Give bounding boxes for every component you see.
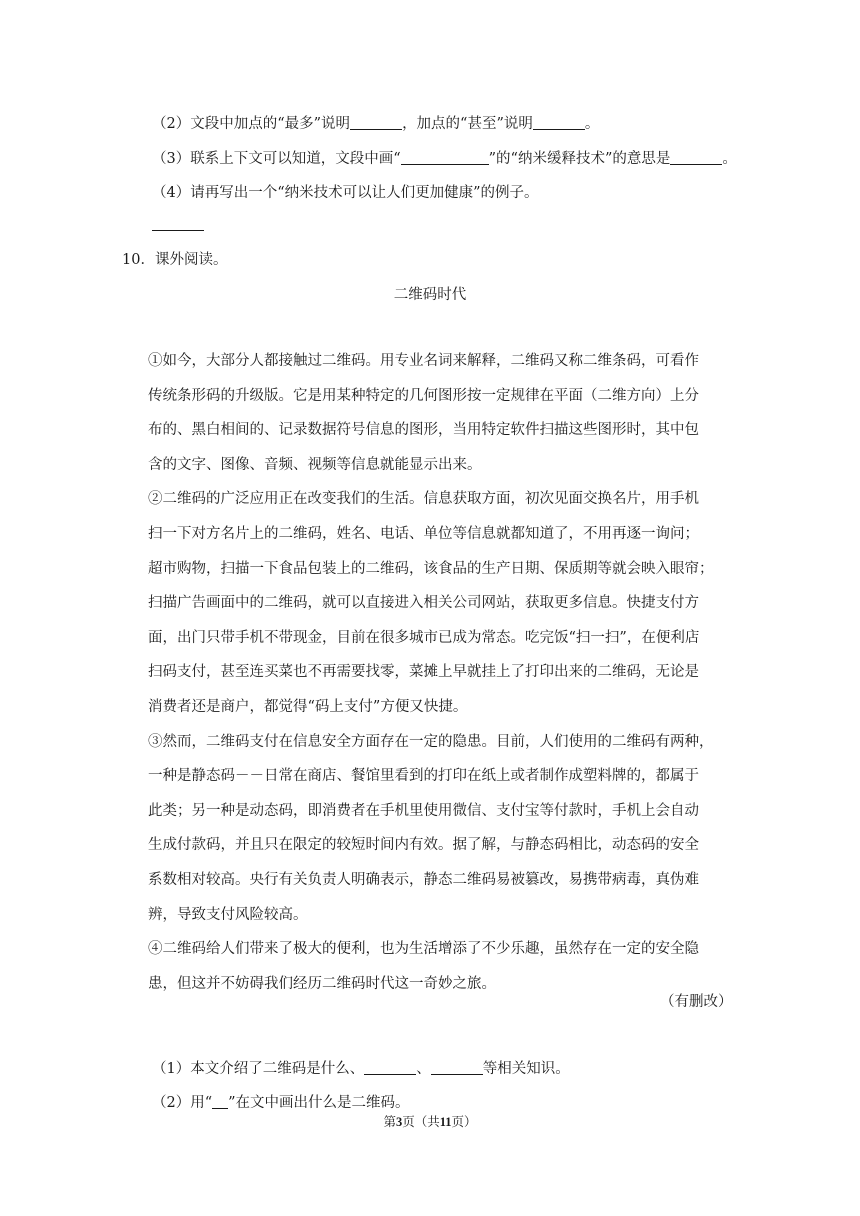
question-2-text-b: ，加点的“甚至”说明 — [402, 116, 533, 132]
answer-blank[interactable] — [431, 1060, 483, 1076]
article-line: 一种是静态码－－日常在商店、餐馆里看到的打印在纸上或者制作成塑料牌的，都属于 — [148, 768, 699, 785]
answer-blank[interactable] — [350, 115, 402, 131]
article-line: ③然而，二维码支付在信息安全方面存在一定的隐患。目前，人们使用的二维码有两种， — [148, 733, 714, 750]
question-3-line — [152, 147, 737, 168]
article-line: 扫描广告画面中的二维码，就可以直接进入相关公司网站，获取更多信息。快捷支付方 — [148, 595, 699, 612]
article-line: 辨，导致支付风险较高。 — [148, 906, 308, 923]
answer-blank[interactable] — [401, 150, 489, 166]
article-line: ②二维码的广泛应用正在改变我们的生活。信息获取方面，初次见面交换名片，用手机 — [148, 491, 699, 508]
sub-question-1-text-c: 等相关知识。 — [482, 1061, 570, 1077]
page-footer — [0, 1112, 860, 1130]
article-line: 含的文字、图像、音频、视频等信息就能显示出来。 — [148, 456, 482, 473]
article-line: 扫码支付，甚至连买菜也不再需要找零，菜摊上早就挂上了打印出来的二维码，无论是 — [148, 664, 699, 681]
answer-blank[interactable] — [533, 115, 585, 131]
question-2-text-a: （2）文段中加点的“最多”说明 — [152, 116, 351, 132]
article-line: 面，出门只带手机不带现金，目前在很多城市已成为常态。吃完饭“扫一扫”，在便利店 — [148, 629, 700, 646]
page-number: 3 — [395, 1115, 403, 1129]
article-line: 此类；另一种是动态码，即消费者在手机里使用微信、支付宝等付款时，手机上会自动 — [148, 802, 699, 819]
question-4-answer-blank[interactable] — [152, 215, 204, 233]
sub-question-2-text-a: （2）用“ — [152, 1095, 213, 1111]
article-line: ④二维码给人们带来了极大的便利，也为生活增添了不少乐趣，虽然存在一定的安全隐 — [148, 941, 699, 958]
sub-question-2-line — [152, 1091, 410, 1112]
question-3-text-b: ”的“纳米缓释技术”的意思是 — [488, 151, 671, 167]
article-line: 系数相对较高。央行有关负责人明确表示，静态二维码易被篡改，易携带病毒，真伪难 — [148, 872, 699, 888]
article-title: 二维码时代 — [393, 287, 467, 303]
footer-text: 页（共 — [402, 1114, 440, 1129]
answer-blank[interactable] — [670, 150, 722, 166]
article-line: 扫一下对方名片上的二维码，姓名、电话、单位等信息就都知道了，不用再逐一询问； — [148, 526, 699, 542]
question-2-text-c: 。 — [584, 116, 600, 132]
source-note: （有删改） — [660, 994, 733, 1010]
question-3-text-c: 。 — [722, 151, 737, 167]
sub-question-1-text-a: （1）本文介绍了二维码是什么、 — [152, 1061, 365, 1077]
answer-blank[interactable] — [152, 215, 204, 231]
answer-blank[interactable] — [364, 1060, 416, 1076]
underline-mark — [212, 1094, 228, 1110]
article-line: ①如今，大部分人都接触过二维码。用专业名词来解释，二维码又称二维条码，可看作 — [148, 353, 699, 369]
article-line: 超市购物，扫描一下食品包装上的二维码，该食品的生产日期、保质期等就会映入眼帘； — [148, 560, 714, 577]
page-total: 11 — [439, 1115, 452, 1129]
sub-question-1-text-b: 、 — [416, 1061, 431, 1077]
question-2-line — [152, 112, 599, 133]
footer-text: 页） — [451, 1114, 477, 1129]
article-line: 消费者还是商户，都觉得“码上支付”方便又快捷。 — [148, 699, 468, 715]
question-3-text-a: （3）联系上下文可以知道，文段中画“ — [152, 151, 401, 167]
sub-question-1-line — [152, 1057, 570, 1078]
question-4-text: （4）请再写出一个“纳米技术可以让人们更加健康”的例子。 — [152, 185, 539, 201]
article-line: 生成付款码，并且只在限定的较短时间内有效。据了解，与静态码相比，动态码的安全 — [148, 837, 699, 854]
sub-question-2-text-b: ”在文中画出什么是二维码。 — [228, 1095, 410, 1111]
article-line: 患，但这并不妨碍我们经历二维码时代这一奇妙之旅。 — [148, 975, 496, 992]
footer-text: 第 — [383, 1114, 396, 1129]
question-10-heading: 10．课外阅读。 — [122, 252, 228, 268]
article-line: 布的、黑白相间的、记录数据符号信息的图形，当用特定软件扫描这些图形时，其中包 — [148, 422, 699, 439]
article-line: 传统条形码的升级版。它是用某种特定的几何图形按一定规律在平面（二维方向）上分 — [148, 387, 699, 404]
